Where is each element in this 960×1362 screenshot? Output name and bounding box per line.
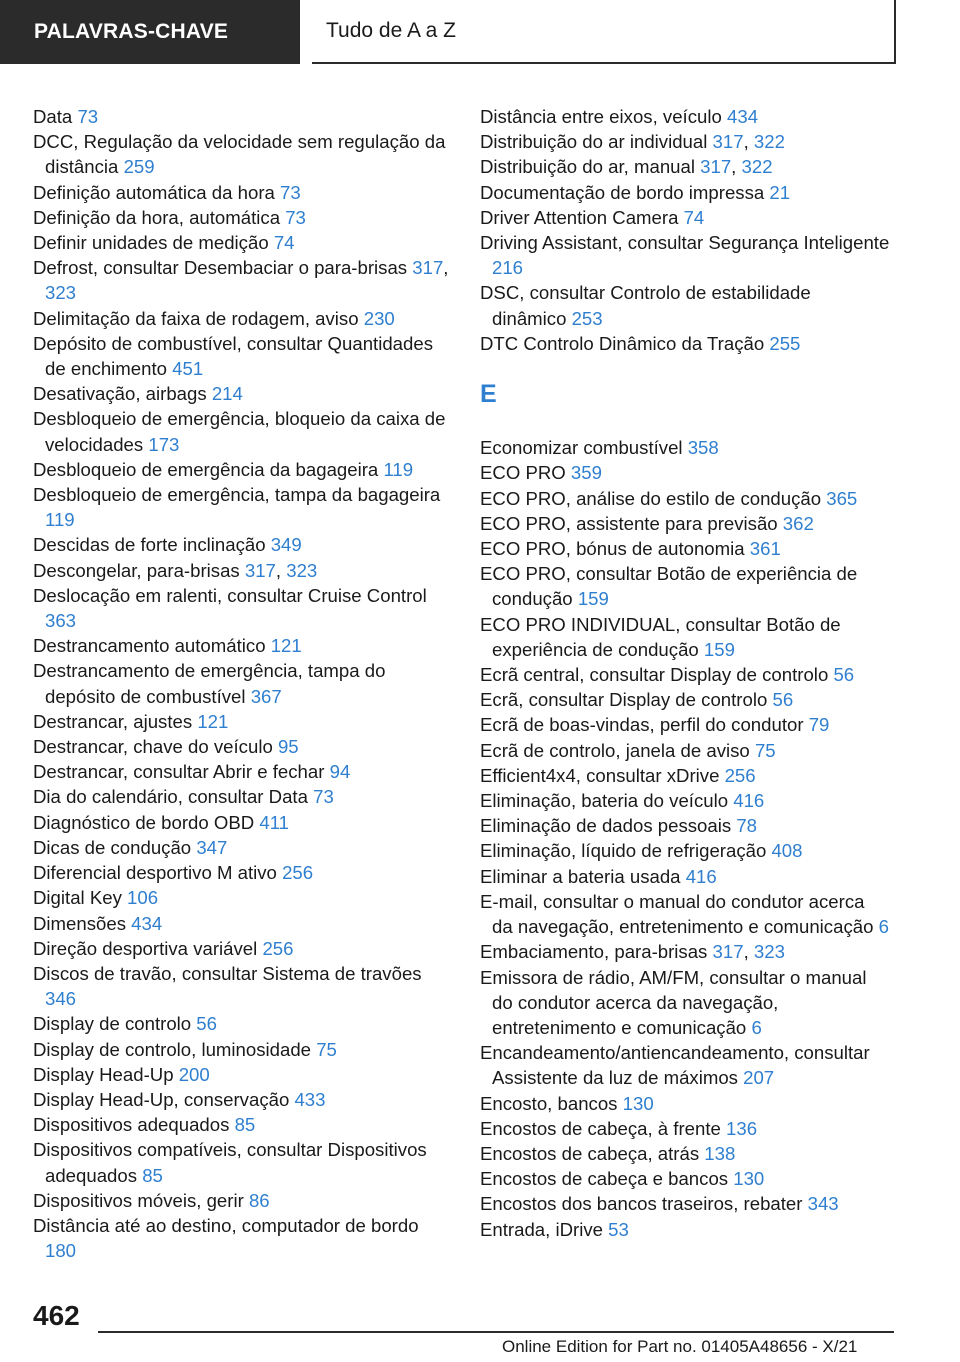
index-entry — [480, 511, 890, 536]
page-reference-link[interactable]: 259 — [123, 156, 155, 178]
index-entry — [33, 633, 451, 658]
index-entry — [480, 965, 890, 1041]
index-entry-term: Diferencial desportivo M ativo — [33, 862, 283, 884]
index-entry-term: Dia do calendário, consultar Data — [33, 786, 314, 808]
page-reference-link[interactable]: 56 — [196, 1013, 217, 1035]
section-tab: PALAVRAS-CHAVE — [0, 0, 300, 64]
index-entry-term: Ecrã, consultar Display de controlo — [480, 689, 773, 711]
ref-separator: , — [275, 559, 287, 581]
index-entry-term: DTC Controlo Dinâmico da Tração — [480, 332, 770, 354]
index-entry — [480, 788, 890, 813]
section-letter-heading: E — [480, 380, 497, 409]
index-entry — [480, 435, 890, 460]
index-entry-term: Data — [33, 106, 78, 127]
index-entry-term: Definição da hora, automática — [33, 206, 286, 228]
page-reference-link[interactable]: 359 — [570, 462, 602, 484]
index-entry-term: ECO PRO, consultar Botão de experiência de condução — [480, 563, 858, 610]
page-reference-link[interactable]: 200 — [178, 1063, 210, 1085]
index-entry-term: Dispositivos móveis, gerir — [33, 1189, 249, 1211]
page-reference-link[interactable]: 106 — [127, 887, 159, 909]
page-reference-link[interactable]: 361 — [749, 538, 781, 560]
index-entry-term: Ecrã de boas-vindas, perfil do condutor — [480, 714, 809, 736]
page-reference-link[interactable]: 433 — [294, 1088, 326, 1110]
index-entry-term: Definir unidades de medição — [33, 232, 274, 254]
index-entry — [33, 1062, 451, 1087]
index-entry-term: Destrancamento de emergência, tampa do depósito de combustível — [33, 660, 386, 707]
page-reference-link[interactable]: 317 — [712, 131, 744, 153]
index-entry-term: Driving Assistant, consultar Segurança Inteligente — [480, 232, 890, 254]
index-entry — [33, 885, 451, 910]
ref-separator: , — [731, 156, 742, 178]
page-reference-link[interactable]: 74 — [683, 206, 705, 228]
index-entry — [480, 712, 890, 737]
index-entry-term: Distribuição do ar, manual — [480, 156, 701, 178]
page-reference-link[interactable]: 6 — [878, 916, 889, 938]
index-entry-term: Encandeamento/antiencandeamento, consultar Assistente da luz de máximos — [480, 1042, 870, 1089]
index-entry — [480, 460, 890, 485]
index-entry-term: Distância até ao destino, computador de bordo — [33, 1214, 419, 1236]
index-entry — [33, 911, 451, 936]
index-entry — [33, 734, 451, 759]
index-entry-term: ECO PRO, assistente para previsão — [480, 512, 783, 534]
page-reference-link[interactable]: 253 — [571, 307, 603, 329]
page-reference-link[interactable]: 136 — [726, 1117, 758, 1139]
index-entry-term: Defrost, consultar Desembaciar o para-brisas — [33, 257, 413, 279]
index-entry — [480, 1217, 890, 1242]
index-entry — [480, 205, 890, 230]
index-entry — [480, 180, 890, 205]
page-reference-link[interactable]: 73 — [313, 786, 334, 808]
page-reference-link[interactable]: 434 — [131, 912, 163, 934]
page-reference-link[interactable]: 323 — [45, 282, 77, 304]
index-entry — [33, 205, 451, 230]
page-header — [0, 0, 960, 64]
index-entry-term: Efficient4x4, consultar xDrive — [480, 764, 725, 786]
page-reference-link[interactable]: 216 — [492, 257, 524, 279]
index-entry — [33, 230, 451, 255]
page-reference-link[interactable]: 73 — [77, 106, 99, 127]
index-entry-term: Ecrã de controlo, janela de aviso — [480, 739, 755, 761]
page-reference-link[interactable]: 349 — [270, 534, 302, 556]
page-reference-link[interactable]: 75 — [316, 1038, 337, 1060]
page-reference-link[interactable]: 214 — [211, 383, 243, 405]
index-entry — [480, 104, 890, 129]
index-entry-term: ECO PRO INDIVIDUAL, consultar Botão de experiência de condução — [480, 613, 841, 660]
page-reference-link[interactable]: 180 — [45, 1240, 77, 1262]
index-entry-term: Encosto, bancos — [480, 1092, 623, 1114]
index-entry — [480, 612, 890, 662]
index-entry — [33, 709, 451, 734]
index-entry — [33, 482, 451, 532]
index-entry — [33, 860, 451, 885]
page-reference-link[interactable]: 346 — [45, 988, 77, 1010]
page-reference-link[interactable]: 317 — [412, 257, 444, 279]
page-reference-link[interactable]: 85 — [234, 1114, 256, 1136]
index-entry — [33, 1112, 451, 1137]
page-reference-link[interactable]: 119 — [45, 509, 75, 531]
page-reference-link[interactable]: 416 — [733, 790, 765, 812]
index-entry-term: Delimitação da faixa de rodagem, aviso — [33, 307, 364, 329]
index-entry-term: Display Head-Up — [33, 1063, 179, 1085]
index-entry — [480, 1191, 890, 1216]
index-entry — [33, 784, 451, 809]
index-entry — [33, 583, 451, 633]
ref-separator: , — [743, 131, 754, 153]
index-entry — [33, 961, 451, 1011]
index-entry — [33, 457, 451, 482]
page-reference-link[interactable]: 159 — [703, 638, 735, 660]
page-reference-link[interactable]: 73 — [285, 206, 306, 228]
index-entry-term: Driver Attention Camera — [480, 206, 684, 228]
page-reference-link[interactable]: 416 — [685, 865, 717, 887]
index-entry-term: Depósito de combustível, consultar Quantidades de enchimento — [33, 332, 433, 380]
page-reference-link[interactable]: 73 — [280, 181, 301, 203]
index-entry — [33, 1037, 451, 1062]
page-reference-link[interactable]: 79 — [808, 714, 830, 736]
page-reference-link[interactable]: 86 — [248, 1189, 270, 1211]
page-reference-link[interactable]: 323 — [286, 559, 318, 581]
index-entry — [480, 280, 890, 330]
index-group-e — [480, 435, 890, 1242]
page-reference-link[interactable]: 230 — [363, 307, 395, 329]
page-reference-link[interactable]: 207 — [743, 1067, 775, 1089]
index-entry-term: Direção desportiva variável — [33, 937, 263, 959]
index-entry — [33, 381, 451, 406]
index-entry-term: Deslocação em ralenti, consultar Cruise Control — [33, 584, 427, 606]
page-number: 462 — [33, 1300, 80, 1331]
index-entry-term: Distribuição do ar individual — [480, 131, 713, 153]
index-entry — [480, 662, 890, 687]
index-entry — [33, 1137, 451, 1187]
page-reference-link[interactable]: 256 — [282, 862, 314, 884]
chapter-title-tab: Tudo de A a Z — [312, 0, 896, 64]
index-entry-term: Eliminar a bateria usada — [480, 865, 686, 887]
page-reference-link[interactable]: 317 — [244, 559, 276, 581]
index-entry-term: Economizar combustível — [480, 437, 688, 459]
index-entry-term: Discos de travão, consultar Sistema de travões — [33, 962, 422, 984]
index-entry — [480, 536, 890, 561]
page-reference-link[interactable]: 130 — [733, 1168, 765, 1190]
index-entry-term: Dispositivos adequados — [33, 1114, 235, 1136]
index-entry — [33, 835, 451, 860]
edition-note: Online Edition for Part no. 01405A48656 - X/21 — [502, 1337, 858, 1356]
page-reference-link[interactable]: 121 — [197, 710, 229, 732]
page-reference-link[interactable]: 256 — [724, 764, 756, 786]
ref-separator: , — [443, 257, 449, 279]
index-entry — [480, 1116, 890, 1141]
index-entry-term: Display de controlo — [33, 1013, 197, 1035]
index-entry-term: ECO PRO — [480, 462, 571, 484]
index-entry-term: Encostos dos bancos traseiros, rebater — [480, 1193, 808, 1215]
page-reference-link[interactable]: 411 — [259, 811, 290, 833]
index-entry — [33, 1188, 451, 1213]
page-reference-link[interactable]: 322 — [741, 156, 773, 178]
index-entry-term: Dispositivos compatíveis, consultar Dispositivos adequados — [33, 1139, 427, 1186]
index-entry — [480, 939, 890, 964]
page-reference-link[interactable]: 56 — [833, 664, 855, 686]
index-entry — [33, 306, 451, 331]
page-reference-link[interactable]: 95 — [277, 736, 299, 758]
page-reference-link[interactable]: 159 — [577, 588, 609, 610]
index-entry — [33, 104, 451, 129]
page-reference-link[interactable]: 121 — [270, 635, 302, 657]
page-reference-link[interactable]: 94 — [329, 761, 351, 783]
index-entry — [33, 532, 451, 557]
index-entry-term: Destrancar, consultar Abrir e fechar — [33, 761, 330, 783]
page-reference-link[interactable]: 434 — [727, 106, 759, 127]
index-entry-term: Eliminação de dados pessoais — [480, 815, 737, 837]
page-reference-link[interactable]: 85 — [142, 1164, 163, 1186]
index-entry-term: Encostos de cabeça e bancos — [480, 1168, 734, 1190]
index-entry — [33, 255, 451, 305]
ref-separator: , — [743, 941, 754, 963]
index-entry — [33, 558, 451, 583]
index-entry — [480, 738, 890, 763]
index-entry-term: Ecrã central, consultar Display de controlo — [480, 664, 834, 686]
page-reference-link[interactable]: 363 — [45, 610, 77, 632]
index-entry-term: Dimensões — [33, 912, 132, 934]
index-entry-term: Encostos de cabeça, atrás — [480, 1142, 705, 1164]
index-entry-term: Desbloqueio de emergência, tampa da bagageira — [33, 484, 441, 506]
index-entry-term: Documentação de bordo impressa — [480, 181, 770, 203]
index-entry-term: Descidas de forte inclinação — [33, 534, 271, 556]
index-entry — [480, 889, 890, 939]
index-entry-term: Destrancar, ajustes — [33, 710, 198, 732]
page-reference-link[interactable]: 119 — [383, 458, 414, 480]
index-entry — [480, 864, 890, 889]
index-entry — [33, 759, 451, 784]
page-reference-link[interactable]: 358 — [687, 437, 719, 459]
index-entry — [480, 687, 890, 712]
index-entry — [33, 1213, 451, 1263]
page-reference-link[interactable]: 78 — [736, 815, 758, 837]
index-entry — [33, 1087, 451, 1112]
index-entry-term: Destrancamento automático — [33, 635, 271, 657]
page-reference-link[interactable]: 6 — [751, 1016, 762, 1038]
page-reference-link[interactable]: 367 — [250, 685, 282, 707]
page-reference-link[interactable]: 56 — [772, 689, 794, 711]
index-entry — [480, 1141, 890, 1166]
index-entry-term: Emissora de rádio, AM/FM, consultar o manual do condutor acerca da navegação, entretenimento e comunicação — [480, 966, 867, 1038]
index-entry-term: Embaciamento, para-brisas — [480, 941, 713, 963]
index-entry-term: Dicas de condução — [33, 836, 197, 858]
index-entry — [480, 154, 890, 179]
index-entry-term: Definição automática da hora — [33, 181, 281, 203]
index-entry-term: DSC, consultar Controlo de estabilidade dinâmico — [480, 282, 811, 329]
index-entry — [33, 129, 451, 179]
index-column-left — [33, 104, 451, 1263]
index-entry — [33, 406, 451, 456]
page-reference-link[interactable]: 74 — [273, 232, 295, 254]
index-entry — [480, 813, 890, 838]
page-reference-link[interactable]: 317 — [700, 156, 732, 178]
index-group-d — [480, 104, 890, 356]
index-entry-term: DCC, Regulação da velocidade sem regulação da distância — [33, 131, 446, 178]
index-entry — [480, 838, 890, 863]
index-entry-term: Eliminação, líquido de refrigeração — [480, 840, 772, 862]
index-entry — [33, 331, 451, 381]
page-reference-link[interactable]: 75 — [754, 739, 776, 761]
page-reference-link[interactable]: 130 — [622, 1092, 654, 1114]
index-entry-term: ECO PRO, bónus de autonomia — [480, 538, 750, 560]
page-reference-link[interactable]: 256 — [262, 937, 294, 959]
index-entry-term: Distância entre eixos, veículo — [480, 106, 728, 127]
page-reference-link[interactable]: 323 — [753, 941, 785, 963]
page-reference-link[interactable]: 173 — [148, 433, 180, 455]
index-entry-term: Display Head-Up, conservação — [33, 1088, 295, 1110]
index-entry — [33, 658, 451, 708]
index-entry — [480, 331, 890, 356]
index-entry-term: Entrada, iDrive — [480, 1218, 609, 1240]
index-entry — [33, 936, 451, 961]
index-entry-term: ECO PRO, análise do estilo de condução — [480, 487, 827, 509]
page-reference-link[interactable]: 255 — [769, 332, 801, 354]
index-entry — [480, 561, 890, 611]
page-reference-link[interactable]: 408 — [771, 840, 803, 862]
index-entry-term: E-mail, consultar o manual do condutor acerca da navegação, entretenimento e comunicação — [480, 890, 879, 938]
page-reference-link[interactable]: 138 — [704, 1142, 736, 1164]
page-reference-link[interactable]: 21 — [769, 181, 791, 203]
index-entry — [480, 1166, 890, 1191]
index-entry — [480, 486, 890, 511]
index-entry-term: Desbloqueio de emergência, bloqueio da caixa de velocidades — [33, 408, 446, 455]
index-entry — [33, 810, 451, 835]
page-reference-link[interactable]: 362 — [782, 512, 814, 534]
index-column-right — [480, 104, 890, 1242]
index-entry — [33, 180, 451, 205]
index-entry — [480, 763, 890, 788]
page-reference-link[interactable]: 365 — [826, 487, 858, 509]
index-entry-term: Destrancar, chave do veículo — [33, 736, 278, 758]
page-reference-link[interactable]: 322 — [753, 131, 785, 153]
index-entry-term: Desbloqueio de emergência da bagageira — [33, 458, 384, 480]
index-entry-term: Encostos de cabeça, à frente — [480, 1117, 727, 1139]
index-entry-term: Display de controlo, luminosidade — [33, 1038, 317, 1060]
page-reference-link[interactable]: 317 — [712, 941, 744, 963]
index-entry — [480, 1091, 890, 1116]
page-reference-link[interactable]: 53 — [608, 1218, 629, 1240]
index-entry — [33, 1011, 451, 1036]
footer-divider — [98, 1331, 894, 1333]
index-entry — [480, 129, 890, 154]
page-reference-link[interactable]: 451 — [172, 358, 204, 380]
index-entry-term: Digital Key — [33, 887, 128, 909]
page-reference-link[interactable]: 347 — [196, 836, 228, 858]
index-entry-term: Descongelar, para-brisas — [33, 559, 245, 581]
index-entry — [480, 230, 890, 280]
index-entry — [480, 1040, 890, 1090]
index-entry-term: Diagnóstico de bordo OBD — [33, 811, 260, 833]
index-entry-term: Desativação, airbags — [33, 383, 212, 405]
index-entry-term: Eliminação, bateria do veículo — [480, 790, 734, 812]
page-reference-link[interactable]: 343 — [807, 1193, 839, 1215]
